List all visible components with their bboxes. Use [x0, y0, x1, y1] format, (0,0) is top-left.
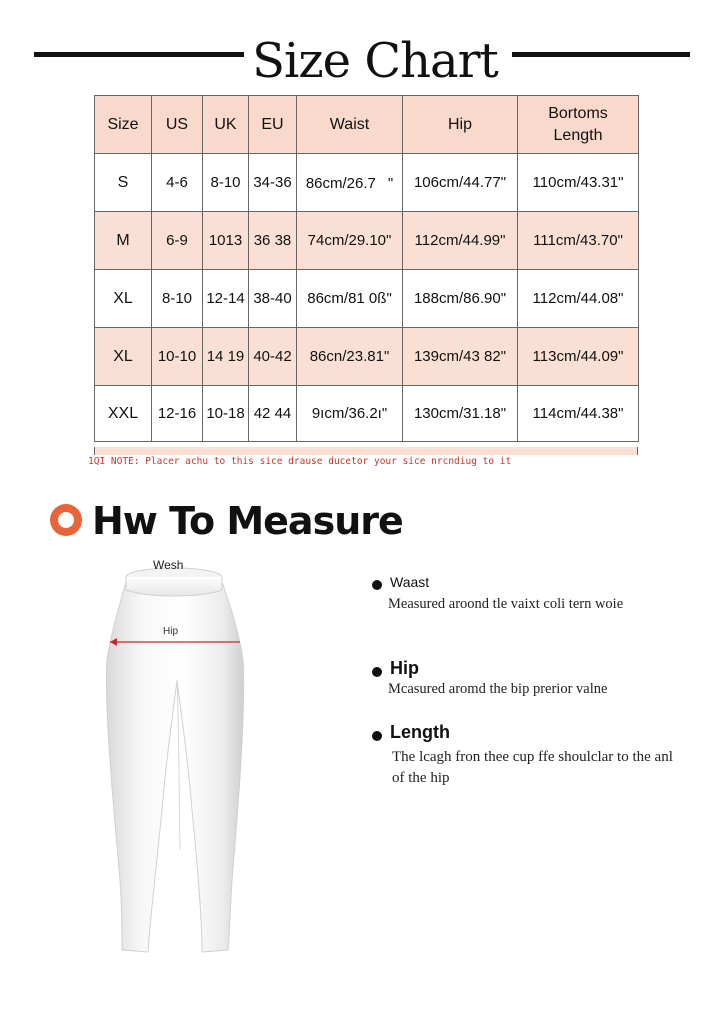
- section-title: Hw To Measure: [92, 499, 403, 543]
- table-cell: 6-9: [152, 212, 203, 270]
- measure-title: Waast: [390, 574, 430, 590]
- waist-label: Wesh: [153, 558, 184, 572]
- table-cell: 86cn/23.81": [297, 328, 403, 386]
- measure-description: The lcagh fron thee cup ffe shoulclar to the anl of the hip: [392, 749, 673, 786]
- table-cell: 42 44: [249, 386, 297, 442]
- column-header: Size: [95, 96, 152, 154]
- table-cell: 86cm/81 0ß": [297, 270, 403, 328]
- table-cell: S: [95, 154, 152, 212]
- table-cell: 14 19: [203, 328, 249, 386]
- column-header-label: Bortoms Length: [548, 104, 608, 144]
- table-cell: XL: [95, 270, 152, 328]
- bullet-dot-icon: [372, 667, 382, 677]
- measure-title: Hip: [390, 658, 419, 678]
- column-header: [518, 96, 639, 154]
- table-cell: 10-18: [203, 386, 249, 442]
- circle-bullet-icon: [50, 504, 82, 536]
- table-cell: 111cm/43.70": [518, 212, 639, 270]
- table-row: [95, 212, 639, 270]
- table-cell: 8-10: [152, 270, 203, 328]
- column-header: Waist: [297, 96, 403, 154]
- size-note: 1QI NOTE: Placer achu to this sice drause ducetor your sice nrcndiug to it: [88, 456, 512, 467]
- table-cell: 34-36: [249, 154, 297, 212]
- table-cell: 112cm/44.99": [403, 212, 518, 270]
- title-rule-left: [34, 52, 244, 57]
- table-cell: 38-40: [249, 270, 297, 328]
- leggings-illustration: [80, 550, 280, 960]
- table-cell: 74cm/29.10": [297, 212, 403, 270]
- table-cell: 106cm/44.77": [403, 154, 518, 212]
- table-cell: 113cm/44.09": [518, 328, 639, 386]
- table-cell: M: [95, 212, 152, 270]
- column-header: UK: [203, 96, 249, 154]
- table-cell: 12-16: [152, 386, 203, 442]
- title-banner: [0, 30, 720, 92]
- column-header: US: [152, 96, 203, 154]
- table-row: [95, 154, 639, 212]
- table-cell: 8-10: [203, 154, 249, 212]
- table-cell: 112cm/44.08": [518, 270, 639, 328]
- table-cell: 110cm/43.31": [518, 154, 639, 212]
- table-cell: 10-10: [152, 328, 203, 386]
- page-title: Size Chart: [252, 33, 498, 89]
- measure-title: Length: [390, 722, 450, 742]
- table-cell: 9ıcm/36.2ı": [297, 386, 403, 442]
- table-cell: 36 38: [249, 212, 297, 270]
- table-cell: 40-42: [249, 328, 297, 386]
- column-header: EU: [249, 96, 297, 154]
- table-cell: 130cm/31.18": [403, 386, 518, 442]
- table-row: [95, 270, 639, 328]
- hip-label: Hip: [163, 626, 179, 637]
- table-cell: 114cm/44.38": [518, 386, 639, 442]
- table-cell: 1013: [203, 212, 249, 270]
- bullet-dot-icon: [372, 731, 382, 741]
- table-cell: 4-6: [152, 154, 203, 212]
- table-cutoff-strip: [94, 447, 638, 455]
- table-row: [95, 386, 639, 442]
- column-header: Hip: [403, 96, 518, 154]
- leggings-diagram: [80, 550, 280, 960]
- measure-description: Mcasured aromd the bip prerior valne: [388, 681, 608, 697]
- measure-description: Measured aroond tle vaixt coli tern woie: [388, 596, 624, 612]
- table-cell: 12-14: [203, 270, 249, 328]
- table-row: [95, 328, 639, 386]
- table-header-row: [95, 96, 639, 154]
- table-cell: 139cm/43 82": [403, 328, 518, 386]
- table-cell: 86cm/26.7": [297, 154, 403, 212]
- title-rule-right: [512, 52, 690, 57]
- table-cell: 188cm/86.90": [403, 270, 518, 328]
- table-cell: XL: [95, 328, 152, 386]
- table-cell: XXL: [95, 386, 152, 442]
- bullet-dot-icon: [372, 580, 382, 590]
- size-chart-table: [94, 95, 639, 442]
